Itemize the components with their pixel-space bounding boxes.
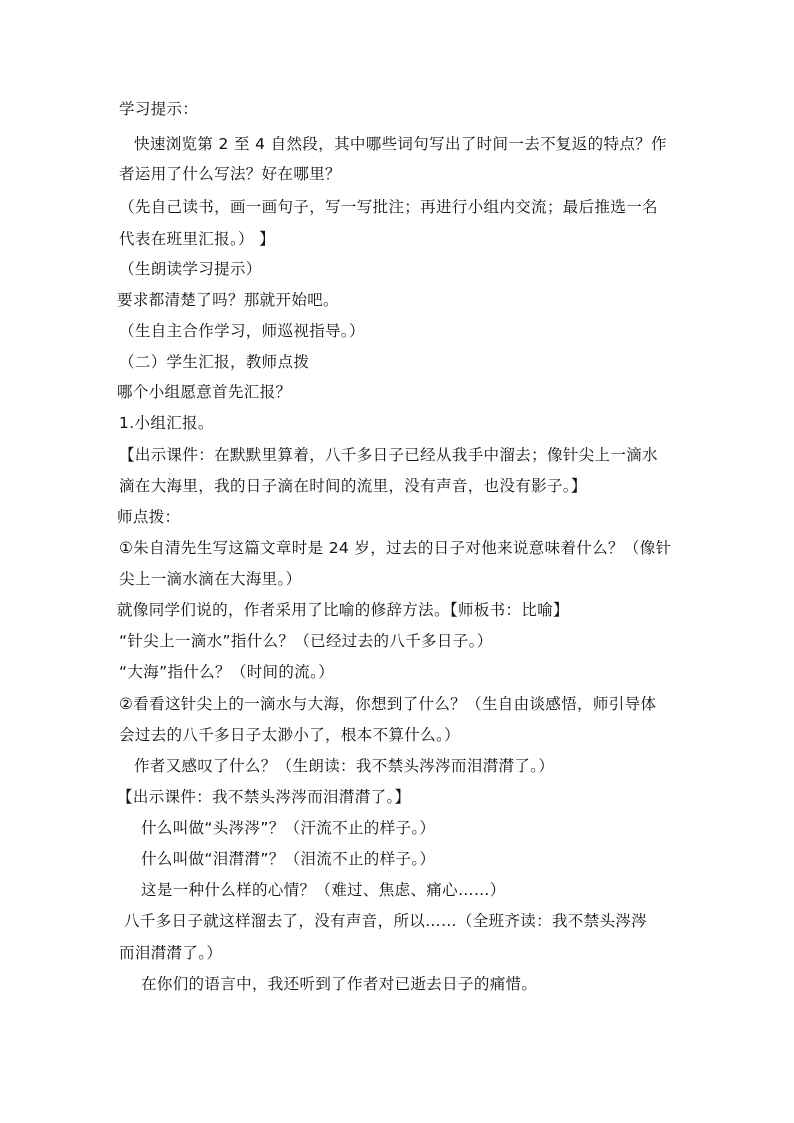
line-28: 而泪潸潸了。） (119, 944, 223, 962)
line-10: 哪个小组愿意首先汇报？ (117, 383, 292, 401)
line-14: 师点拨： (117, 508, 181, 526)
line-24: 什么叫做“头涔涔”？（汗流不止的样子。） (141, 819, 436, 837)
line-12: 【出示课件：在默默里算着，八千多日子已经从我手中溜去；像针尖上一滴水 (119, 446, 658, 464)
line-25: 什么叫做“泪潸潸”？（泪流不止的样子。） (141, 850, 436, 868)
line-22: 作者又感叹了什么？（生朗读：我不禁头涔涔而泪潸潸了。） (134, 757, 555, 775)
line-15: ①朱自清先生写这篇文章时是 24 岁，过去的日子对他来说意味着什么？（像针 (119, 539, 672, 557)
line-29: 在你们的语言中，我还听到了作者对已逝去日子的痛惜。 (141, 975, 538, 993)
line-27: 八千多日子就这样溜去了，没有声音，所以……（全班齐读：我不禁头涔涔 (124, 912, 648, 930)
line-7: 要求都清楚了吗？那就开始吧。 (117, 291, 339, 309)
line-5: 代表在班里汇报。） 】 (119, 230, 276, 248)
line-23: 【出示课件：我不禁头涔涔而泪潸潸了。】 (117, 788, 411, 806)
line-3: 者运用了什么写法？好在哪里？ (119, 165, 341, 183)
line-21: 会过去的八千多日子太渺小了，根本不算什么。） (119, 726, 460, 744)
line-6: （生朗读学习提示） (119, 260, 262, 278)
line-18: “针尖上一滴水”指什么？（已经过去的八千多日子。） (119, 632, 493, 650)
line-4: （先自己读书，画一画句子，写一写批注；再进行小组内交流；最后推选一名 (119, 198, 658, 216)
line-16: 尖上一滴水滴在大海里。） (119, 570, 302, 588)
line-26: 这是一种什么样的心情？（难过、焦虑、痛心……） (141, 881, 506, 899)
line-17: 就像同学们说的，作者采用了比喻的修辞方法。【师板书：比喻】 (117, 601, 569, 619)
line-2: 快速浏览第 2 至 4 自然段，其中哪些词句写出了时间一去不复返的特点？作 (134, 135, 667, 153)
line-20: ②看看这针尖上的一滴水与大海，你想到了什么？（生自由谈感悟，师引导体 (119, 695, 657, 713)
line-8: （生自主合作学习，师巡视指导。） (119, 322, 365, 340)
line-1: 学习提示： (119, 100, 199, 118)
line-9: （二）学生汇报，教师点拨 (119, 353, 310, 371)
line-19: “大海”指什么？（时间的流。） (119, 663, 335, 681)
line-11: 1.小组汇报。 (119, 414, 214, 432)
line-13: 滴在大海里，我的日子滴在时间的流里，没有声音，也没有影子。】 (119, 477, 587, 495)
